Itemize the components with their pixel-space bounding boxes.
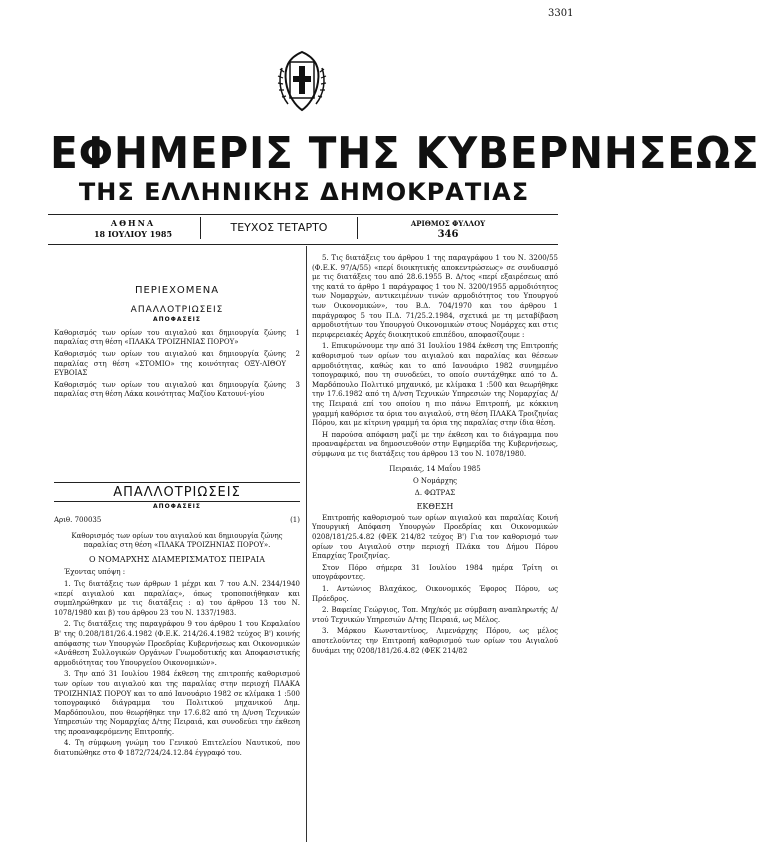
sheet-label: ΑΡΙΘΜΟΣ ΦΥΛΛΟΥ	[410, 219, 486, 228]
contents-entry-text: Καθορισμός των ορίων του αιγιαλού και δημιουργία ζώνης παραλίας στη θέση «ΠΛΑΚΑ ΤΡΟΙΖΗΝΙΑΣ ΠΟΡΟΥ»	[54, 328, 286, 347]
contents-entry-text: Καθορισμός των ορίων του αιγιαλού και δημιουργία ζώνης παραλίας στη θέση «ΣΤΟΜΙΟ» της κοινότητας ΟΞΥ-ΛΙΘΟΥ ΕΥΒΟΙΑΣ	[54, 349, 286, 378]
contents-entry-page: 2	[295, 349, 300, 358]
divider	[48, 244, 558, 245]
column-divider	[306, 246, 307, 842]
issue-date-block	[78, 218, 188, 240]
considering: Έχοντας υπόψη :	[64, 568, 126, 577]
issue-date: 18 ΙΟΥΛΙΟΥ 1985	[93, 229, 173, 239]
member-line: 2. Βαφείας Γεώργιος, Τοπ. Μηχ/κός με σύμβαση αναπληρωτής Δ/ντού Τεχνικών Υπηρεσιών Δ/της Πειραιά, ως Μέλος.	[312, 606, 558, 624]
masthead-subtitle: ΤΗΣ ΕΛΛΗΝΙΚΗΣ ΔΗΜΟΚΡΑΤΙΑΣ	[78, 178, 530, 206]
signatory-name: Δ. ΦΩΤΡΑΣ	[414, 488, 456, 497]
right-column	[312, 254, 558, 658]
issue-type: ΤΕΥΧΟΣ ΤΕΤΑΡΤΟ	[200, 217, 358, 239]
right-paragraph: 1. Επικυρώνουμε την από 31 Ιουλίου 1984 έκθεση της Επιτροπής καθορισμού των ορίων του αιγιαλού και παραλίας και θέσεων αρμοδιότητας, καθώς και το από Ιανουάριο 1982 συνημμένο τοπογραφικό, που τη συνοδεύει, το οποίο συντάχθηκε από το Δ. Μαρδόπουλο Πολιτικό μηχανικό, με κλίμακα 1 :500 και θεωρήθηκε την 17.6.1982 από τη Δ/νση Τεχνικών Υπηρεσιών της Νομαρχίας Δ/της Πειραιά επί του οποίου η πιο πάνω Επιτροπή, με κόκκινη γραμμή καθόρισε τα όρια του αιγιαλού, στη θέση ΠΛΑΚΑ Τροιζηνίας Πόρου, και με κίτρινη γραμμή τα όρια της παραλίας στην ίδια θέση.	[312, 342, 558, 428]
member-line: 3. Μάρκου Κωνσταντίνος, Λιμενάρχης Πόρου, ως μέλος αποτελούντες την Επιτροπή καθορισμού των ορίων του Αιγιαλού δυνάμει της 0208/181/26.4.82 (ΦΕΚ 214/82	[312, 627, 558, 655]
contents-entry	[54, 350, 300, 379]
authority: Ο ΝΟΜΑΡΧΗΣ ΔΙΑΜΕΡΙΣΜΑΤΟΣ ΠΕΙΡΑΙΑ	[89, 554, 265, 564]
decision-marker: (1)	[290, 516, 300, 524]
right-paragraph: 5. Τις διατάξεις του άρθρου 1 της παραγράφου 1 του Ν. 3200/55 (Φ.Ε.Κ. 97/Α/55) «περί διοικητικής αποκεντρώσεως» σε συνδυασμό με τις διατάξεις του από 28.6.1955 Β. Δ/τος «περί εξαιρέσεως από της κατά το άρθρο 1 παράγραφος 1 του Ν. 3200/1955 αρμοδιότητος των Νομαρχών, αντικειμένων τινών αρμοδιότητος του Υπουργού των Οικονομικών», του Β.Δ. 704/1970 και του άρθρου 1 παράγραφος 5 του Π.Δ. 71/25.2.1984, σχετικά με τη μεταβίβαση αρμοδιοτήτων του Υπουργού Οικονομικών στους Νομάρχες και στις περιφερειακές Αρχές διοικητικού επιπέδου, αποφασίζουμε :	[312, 254, 558, 339]
report-title: ΕΚΘΕΣΗ	[416, 502, 454, 512]
left-paragraph: 4. Τη σύμφωνη γνώμη του Γενικού Επιτελείου Ναυτικού, που διατυπώθηκε στο Φ 1872/724/24.12.84 έγγραφό του.	[54, 739, 300, 758]
sheet-number: 346	[437, 229, 459, 240]
report-intro: Επιτροπής καθορισμού των ορίων αιγιαλού και παραλίας Κοινή Υπουργική Απόφαση Υπουργών Προεδρίας και Οικονομικών 0208/181/25.4.82 (ΦΕΚ 214/82 τεύχος Β') Για τον καθορισμό των ορίων του Αιγιαλού στην περιοχή Πλάκα του Δήμου Πόρου Επαρχίας Τροιζηνίας.	[312, 513, 558, 561]
left-paragraph: 3. Την από 31 Ιουλίου 1984 έκθεση της επιτροπής καθορισμού των ορίων του αιγιαλού και της παραλίας στην περιοχή ΠΛΑΚΑ ΤΡΟΙΖΗΝΙΑΣ ΠΟΡΟΥ και το από Ιανουάριο 1982 σε κλίμακα 1 :500 τοπογραφικό διάγραμμα του Πολιτικού μηχανικού Δημ. Μαρδόπουλου, που θεωρήθηκε την 17.6.82 από τη Δ/νση Τεχνικών Υπηρεσιών της Νομαρχίας Δ/της Πειραιά, και συνοδεύει την έκθεση της προαναφερόμενης Επιτροπής.	[54, 670, 300, 736]
section-subheading: ΑΠΟΦΑΣΕΙΣ	[152, 503, 202, 510]
contents-subsection: ΑΠΟΦΑΣΕΙΣ	[152, 316, 202, 324]
left-paragraph: 2. Τις διατάξεις της παραγράφου 9 του άρθρου 1 του Κεφαλαίου Β' της 0.208/181/26.4.1982 (Φ.Ε.Κ. 214/26.4.1982 τεύχος Β') κοινής απόφασης των Υπουργών Προεδρίας Κυβερνήσεως και Οικονομικών «Ανάθεση Συλλογικών Οργάνων Γνωμοδοτικής και Αποφασιστικής αρμοδιότητας του Υπουργείου Οικονομικών».	[54, 620, 300, 667]
contents-entry	[54, 381, 300, 400]
left-paragraph: 1. Τις διατάξεις των άρθρων 1 μέχρι και 7 του Α.Ν. 2344/1940 «περί αιγιαλού και παραλίας», όπως τροποποιήθηκαν και συμπληρώθηκαν με τις διατάξεις : α) του άρθρου 13 του Ν. 1078/1980 και β) του άρθρου 23 του Ν. 1337/1983.	[54, 579, 300, 617]
contents-entry-text: Καθορισμός των ορίων του αιγιαλού και δημιουργία ζώνης παραλίας στη θέση Λάκα κοινότητας Μαζίου Κατουνί-γίου	[54, 380, 286, 399]
decision-number-row	[54, 516, 300, 526]
contents-entry-page: 1	[295, 328, 300, 337]
member-line: 1. Αντώνιος Βλαχάκος, Οικονομικός Έφορος Πόρου, ως Πρόεδρος.	[312, 585, 558, 603]
contents-title: ΠΕΡΙΕΧΟΜΕΝΑ	[134, 285, 220, 296]
place-date: Πειραιάς, 14 Μαΐου 1985	[389, 465, 481, 474]
contents-block	[54, 286, 300, 400]
issue-city: ΑΘΗΝΑ	[110, 218, 156, 228]
divider	[48, 214, 558, 215]
contents-section: ΑΠΑΛΛΟΤΡΙΩΣΕΙΣ	[130, 304, 224, 315]
contents-entry	[54, 329, 300, 348]
right-paragraph: Η παρούσα απόφαση μαζί με την έκθεση και το διάγραμμα που προαναφέρεται να δημοσιευθούν στην Εφημερίδα της Κυβερνήσεως, σύμφωνα με τις διατάξεις του άρθρου 13 του Ν. 1078/1980.	[312, 430, 558, 458]
decision-title: Καθορισμός των ορίων του αιγιαλού και δημιουργία ζώνης παραλίας στη θέση «ΠΛΑΚΑ ΤΡΟΙΖΗΝΙΑΣ ΠΟΡΟΥ».	[71, 531, 283, 550]
report-date-line: Στον Πόρο σήμερα 31 Ιουλίου 1984 ημέρα Τρίτη οι υπογράφοντες.	[312, 563, 558, 582]
section-heading: ΑΠΑΛΛΟΤΡΙΩΣΕΙΣ	[54, 482, 300, 502]
coat-of-arms-emblem	[274, 48, 330, 116]
sheet-number-block	[388, 218, 508, 240]
page-number: 3301	[548, 8, 574, 19]
signatory-role: Ο Νομάρχης	[412, 477, 458, 486]
masthead-title: ΕΦΗΜΕΡΙΣ ΤΗΣ ΚΥΒΕΡΝΗΣΕΩΣ	[50, 128, 760, 179]
decision-number: Αριθ. 700035	[54, 516, 102, 524]
contents-entry-page: 3	[295, 380, 300, 389]
decision-block	[54, 516, 300, 761]
